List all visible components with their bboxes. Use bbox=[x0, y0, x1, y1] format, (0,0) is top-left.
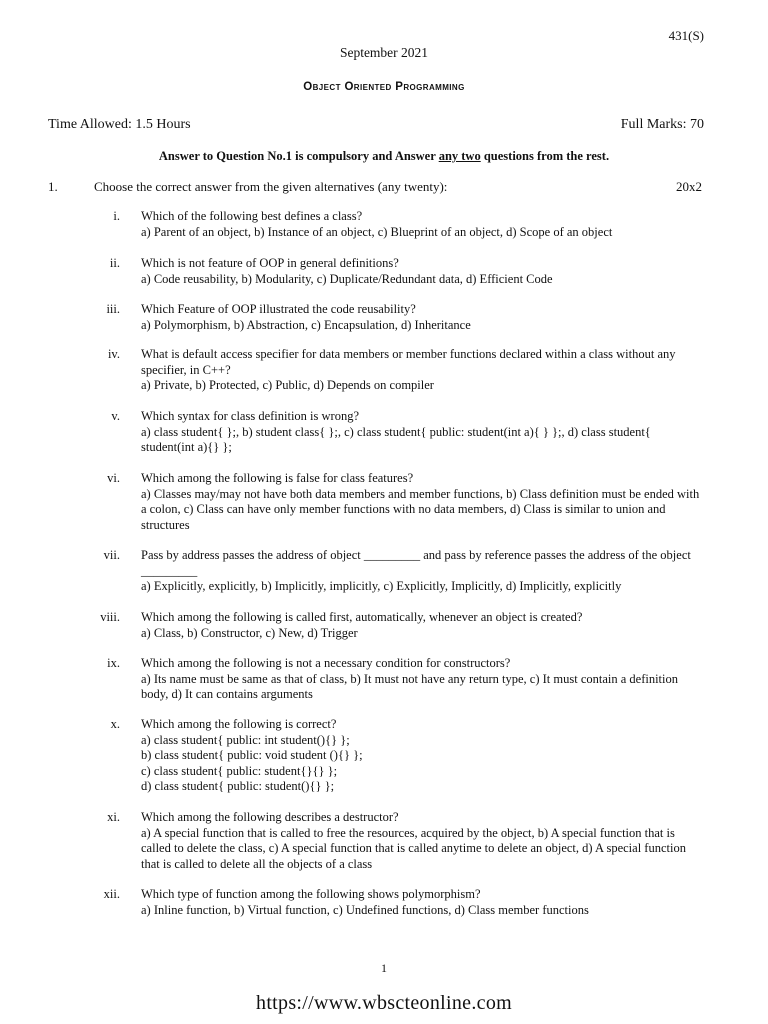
item-number: vii. bbox=[103, 548, 120, 562]
item-question: Which among the following is false for class features? bbox=[141, 471, 414, 485]
item-options: a) Private, b) Protected, c) Public, d) Depends on compiler bbox=[141, 378, 434, 392]
item-question: Which type of function among the following shows polymorphism? bbox=[141, 887, 481, 901]
instruction bbox=[0, 149, 768, 164]
item-question: Which Feature of OOP illustrated the code reusability? bbox=[141, 302, 416, 316]
item-options: a) class student{ };, b) student class{ };, c) class student{ public: student(int a){ } };, d) class student{ student(int a){} }; bbox=[141, 424, 651, 454]
item-question: Which among the following describes a destructor? bbox=[141, 810, 399, 824]
item-question: What is default access specifier for data members or member functions declared within a class without any specifier, in C++? bbox=[141, 347, 676, 377]
item-question: Which among the following is called first, automatically, whenever an object is created? bbox=[141, 610, 583, 624]
item-options: a) Code reusability, b) Modularity, c) Duplicate/Redundant data, d) Efficient Code bbox=[141, 271, 553, 286]
item-options: a) A special function that is called to free the resources, acquired by the object, b) A special function that is called to delete the class, c) A special function that is called anytime to delete an object, d) A special function that is called to delete all the objects of a class bbox=[141, 825, 686, 871]
item-options: a) Classes may/may not have both data members and member functions, b) Class definition must be ended with a colon, c) Class can have only member functions with no data members, d) Class is similar to union and structures bbox=[141, 486, 700, 532]
item-number: vi. bbox=[107, 471, 120, 485]
item-option-line: c) class student{ public: student{}{} }; bbox=[141, 763, 338, 778]
item-number: x. bbox=[110, 717, 120, 731]
instruction-after: questions from the rest. bbox=[480, 149, 610, 163]
item-options: a) Class, b) Constructor, c) New, d) Trigger bbox=[141, 625, 358, 640]
item-number: ix. bbox=[107, 656, 120, 670]
item-number: xi. bbox=[107, 810, 120, 824]
item-number: iii. bbox=[106, 302, 120, 316]
item-question: Pass by address passes the address of object _________ and pass by reference passes the address of the object _________ bbox=[141, 548, 691, 578]
item-question: Which syntax for class definition is wrong? bbox=[141, 409, 360, 423]
question-marks: 20x2 bbox=[676, 179, 702, 194]
item-option-line: a) class student{ public: int student(){} }; bbox=[141, 732, 350, 747]
item-question: Which is not feature of OOP in general definitions? bbox=[141, 256, 399, 270]
full-marks: Full Marks: 70 bbox=[620, 117, 704, 132]
instruction-underlined: any two bbox=[438, 149, 481, 163]
item-number: v. bbox=[111, 409, 120, 423]
item-options: a) Parent of an object, b) Instance of an object, c) Blueprint of an object, d) Scope of an object bbox=[141, 224, 613, 239]
item-number: i. bbox=[113, 209, 120, 223]
item-option-line: b) class student{ public: void student (){} }; bbox=[141, 748, 363, 762]
item-number: iv. bbox=[107, 347, 120, 361]
item-question: Which among the following is correct? bbox=[141, 717, 337, 731]
question-text: Choose the correct answer from the given alternatives (any twenty): bbox=[94, 179, 448, 194]
paper-code: 431(S) bbox=[668, 28, 704, 43]
item-options: a) Polymorphism, b) Abstraction, c) Encapsulation, d) Inheritance bbox=[141, 317, 471, 332]
question-number: 1. bbox=[48, 179, 58, 194]
subject-title: Object Oriented Programming bbox=[303, 81, 465, 93]
item-question: Which among the following is not a necessary condition for constructors? bbox=[141, 656, 511, 670]
item-options: a) Inline function, b) Virtual function, c) Undefined functions, d) Class member functions bbox=[141, 902, 589, 917]
exam-month: September 2021 bbox=[339, 45, 429, 60]
item-options: a) Explicitly, explicitly, b) Implicitly, implicitly, c) Explicitly, Implicitly, d) Implicitly, explicitly bbox=[141, 579, 622, 593]
item-question: Which of the following best defines a class? bbox=[141, 209, 363, 223]
instruction-before: Answer to Question No.1 is compulsory and Answer bbox=[158, 149, 439, 163]
page-number: 1 bbox=[381, 961, 387, 975]
item-number: viii. bbox=[100, 610, 120, 624]
time-allowed: Time Allowed: 1.5 Hours bbox=[48, 117, 191, 132]
item-number: xii. bbox=[103, 887, 120, 901]
item-options: a) Its name must be same as that of class, b) It must not have any return type, c) It must contain a definition body, d) It can contains arguments bbox=[141, 671, 679, 701]
item-option-line: d) class student{ public: student(){} }; bbox=[141, 779, 335, 793]
footer-url: https://www.wbscteonline.com bbox=[256, 992, 512, 1014]
item-number: ii. bbox=[109, 256, 120, 270]
